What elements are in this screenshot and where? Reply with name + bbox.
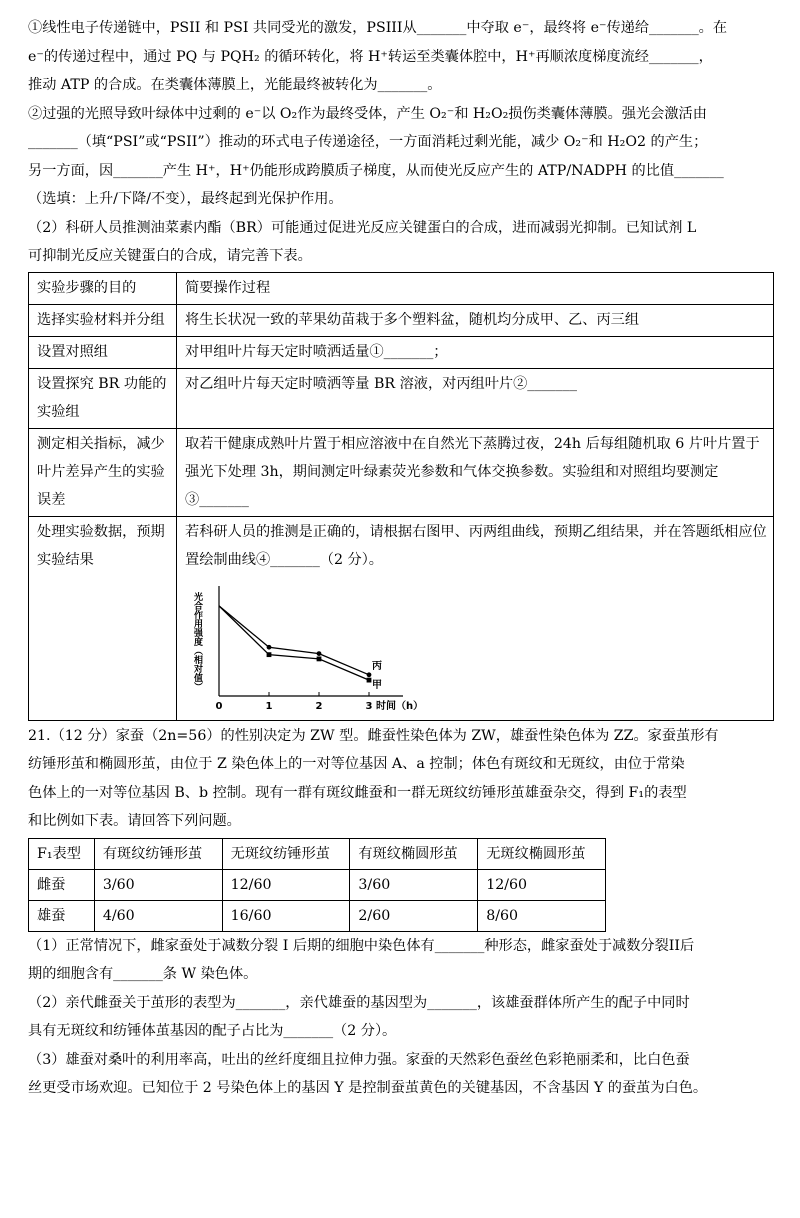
q21-part2-line1: （2）亲代雌蚕关于茧形的表型为_______，亲代雄蚕的基因型为_______，该雄蚕群体所产生的配子中同时 [28, 994, 690, 1011]
table-header-cell: 有斑纹椭圆形茧 [350, 838, 478, 869]
table-cell: 将生长状况一致的苹果幼苗栽于多个塑料盆，随机均分成甲、乙、丙三组 [177, 304, 774, 336]
q20-1-line1: ①线性电子传递链中，PSII 和 PSI 共同受光的激发，PSIII从_______中夺取 e⁻，最终将 e⁻传递给_______。在 [28, 20, 728, 36]
table-cell: 2/60 [350, 900, 478, 931]
table-row [29, 869, 606, 900]
legend-label: 丙 [372, 660, 382, 672]
y-axis-label: 光合作用强度（相对值） [192, 591, 202, 691]
table-cell [177, 516, 774, 720]
table-header-cell: 无斑纹椭圆形茧 [478, 838, 606, 869]
q20-2-line2: 可抑制光反应关键蛋白的合成，请完善下表。 [28, 248, 312, 264]
table-cell: 12/60 [222, 869, 350, 900]
q21-part1-line2: 期的细胞含有_______条 W 染色体。 [28, 966, 258, 982]
table-cell: 3/60 [350, 869, 478, 900]
table-row [29, 428, 774, 516]
q21-line3: 色体上的一对等位基因 B、b 控制。现有一群有斑纹雌蚕和一群无斑纹纺锤形茧雄蚕杂交，得到 F₁的表型 [28, 784, 687, 801]
table-cell: 雄蚕 [29, 900, 95, 931]
q20-1-line4: ②过强的光照导致叶绿体中过剩的 e⁻以 O₂作为最终受体，产生 O₂⁻和 H₂O₂损伤类囊体薄膜。强光会激活由 [28, 105, 707, 122]
data-point [267, 644, 272, 649]
q21-line1: 21.（12 分）家蚕（2n=56）的性别决定为 ZW 型。雌蚕性染色体为 ZW，雄蚕性染色体为 ZZ。家蚕茧形有 [28, 727, 719, 744]
table-row [29, 336, 774, 368]
table-cell: 雌蚕 [29, 869, 95, 900]
x-tick-label: 0 [215, 700, 223, 712]
table-cell: 设置对照组 [29, 336, 177, 368]
x-tick-label: 2 [315, 700, 323, 712]
q20-1-line6: 另一方面，因_______产生 H⁺，H⁺仍能形成跨膜质子梯度，从而使光反应产生的 ATP/NADPH 的比值_______ [28, 162, 724, 179]
q20-2-line1: （2）科研人员推测油菜素内酯（BR）可能通过促进光反应关键蛋白的合成，进而减弱光抑制。已知试剂 L [28, 219, 697, 236]
table-cell: 设置探究 BR 功能的实验组 [29, 368, 177, 428]
q20-1-line7: （选填：上升/下降/不变），最终起到光保护作用。 [28, 191, 343, 207]
table-row [29, 516, 774, 720]
x-tick-label: 1 [265, 700, 273, 712]
table-header-cell: 实验步骤的目的 [29, 272, 177, 304]
q21-part3-line1: （3）雄蚕对桑叶的利用率高，吐出的丝纤度细且拉伸力强。家蚕的天然彩色蚕丝色彩艳丽柔和，比白色蚕 [28, 1051, 690, 1068]
q21-part1-line1: （1）正常情况下，雌家蚕处于减数分裂 I 后期的细胞中染色体有_______种形态，雌家蚕处于减数分裂II后 [28, 937, 695, 954]
data-point [267, 652, 272, 657]
x-axis-label: 时间（h） [376, 700, 424, 712]
series-line-jia [219, 605, 369, 679]
table-cell: 16/60 [222, 900, 350, 931]
table-row [29, 304, 774, 336]
data-point [367, 677, 372, 682]
q20-1-line3: 推动 ATP 的合成。在类囊体薄膜上，光能最终被转化为_______。 [28, 77, 442, 93]
experiment-table [28, 272, 774, 721]
legend-label: 甲 [372, 679, 382, 691]
table-cell: 选择实验材料并分组 [29, 304, 177, 336]
table-cell: 3/60 [94, 869, 222, 900]
q20-1-line5: _______（填“PSI”或“PSII”）推动的环式电子传递途径，一方面消耗过剩光能，减少 O₂⁻和 H₂O2 的产生； [28, 134, 708, 150]
q20-1-line2: e⁻的传递过程中，通过 PQ 与 PQH₂ 的循环转化，将 H⁺转运至类囊体腔中，H⁺再顺浓度梯度流经_______， [28, 48, 713, 65]
table-row [29, 272, 774, 304]
table-cell: 对乙组叶片每天定时喷洒等量 BR 溶液，对丙组叶片②_______ [177, 368, 774, 428]
table-header-cell: 无斑纹纺锤形茧 [222, 838, 350, 869]
table-header-cell: 有斑纹纺锤形茧 [94, 838, 222, 869]
data-point [317, 656, 322, 661]
table-cell: 8/60 [478, 900, 606, 931]
q21-line2: 纺锤形茧和椭圆形茧，由位于 Z 染色体上的一对等位基因 A、a 控制；体色有斑纹和无斑纹，由位于常染 [28, 756, 685, 772]
table-header-cell: 简要操作过程 [177, 272, 774, 304]
q21-line4: 和比例如下表。请回答下列问题。 [28, 813, 241, 829]
table-cell: 12/60 [478, 869, 606, 900]
data-point [317, 651, 322, 656]
table-row [29, 900, 606, 931]
q21-part3-line2: 丝更受市场欢迎。已知位于 2 号染色体上的基因 Y 是控制蚕茧黄色的关键基因，不含基因 Y 的蚕茧为白色。 [28, 1080, 708, 1096]
table-cell-text: 若科研人员的推测是正确的，请根据右图甲、丙两组曲线，预期乙组结果，并在答题纸相应位置绘制曲线④_______（2 分）。 [185, 523, 767, 568]
table-cell: 处理实验数据，预期实验结果 [29, 516, 177, 720]
table-row [29, 838, 606, 869]
photosynthesis-chart [181, 578, 431, 718]
x-tick-label: 3 [365, 700, 373, 712]
table-cell: 测定相关指标，减少叶片差异产生的实验误差 [29, 428, 177, 516]
table-header-cell: F₁表型 [29, 838, 95, 869]
page [28, 14, 774, 1103]
table-cell: 对甲组叶片每天定时喷洒适量①_______； [177, 336, 774, 368]
data-point [367, 672, 372, 677]
table-row [29, 368, 774, 428]
q21-part2-line2: 具有无斑纹和纺锤体茧基因的配子占比为_______（2 分）。 [28, 1023, 397, 1039]
table-cell: 4/60 [94, 900, 222, 931]
series-line-bing [219, 605, 369, 674]
phenotype-table [28, 838, 606, 932]
table-cell: 取若干健康成熟叶片置于相应溶液中在自然光下蒸腾过夜，24h 后每组随机取 6 片叶片置于强光下处理 3h，期间测定叶绿素荧光参数和气体交换参数。实验组和对照组均要测定③_______ [177, 428, 774, 516]
